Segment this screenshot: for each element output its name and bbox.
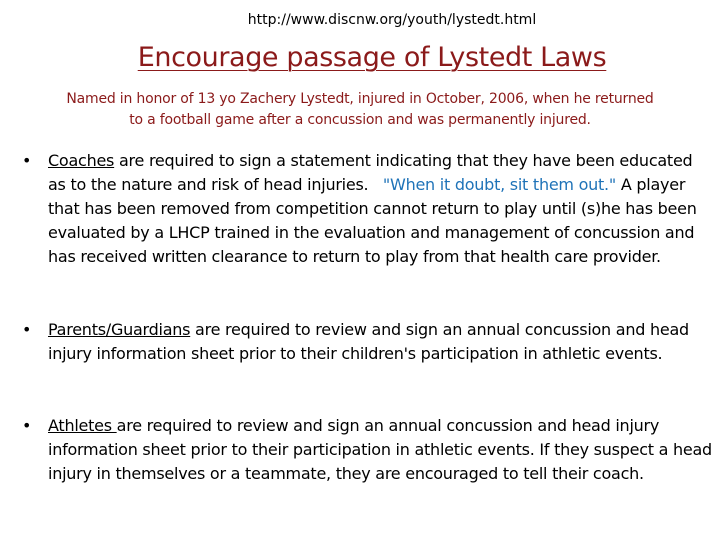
slide-subtitle: Named in honor of 13 yo Zachery Lystedt, injured in October, 2006, when he returned to a football game after a concussion and was permanently injured.	[66, 91, 654, 128]
bullet-dot-icon: •	[22, 416, 32, 435]
bullet-coaches-after-quote: A player that has been removed from competition cannot return to play until (s)he has been evaluated by a LHCP trained in the evaluation and management of concussion and has received written clearance to return to play from that health care provider.	[48, 175, 697, 266]
bullet-athletes-term: Athletes	[48, 416, 117, 435]
bullet-parents-term: Parents/Guardians	[48, 320, 191, 339]
bullet-coaches-term: Coaches	[48, 151, 115, 170]
bullet-parents-text	[48, 318, 714, 366]
slide-title: Encourage passage of Lystedt Laws	[137, 42, 607, 73]
bullet-coaches-before-quote: are required to sign a statement indicating that they have been educated as to the nature and risk of head injuries.	[48, 151, 698, 194]
bullet-coaches-text	[48, 149, 714, 269]
bullet-coaches	[22, 149, 714, 269]
bullet-athletes	[22, 414, 714, 486]
bullet-athletes-body: are required to review and sign an annual concussion and head injury information sheet prior to their participation in athletic events. If they suspect a head injury in themselves or a teammate, they are encouraged to tell their coach.	[48, 416, 712, 483]
bullet-athletes-text	[48, 414, 714, 486]
bullet-dot-icon: •	[22, 320, 32, 339]
bullet-parents	[22, 318, 714, 366]
bullet-coaches-quote: "When it doubt, sit them out."	[382, 175, 616, 194]
bullet-dot-icon: •	[22, 151, 32, 170]
source-url: http://www.discnw.org/youth/lystedt.html	[247, 12, 537, 28]
bullet-parents-body: are required to review and sign an annual concussion and head injury information sheet prior to their children's participation in athletic events.	[48, 320, 689, 363]
